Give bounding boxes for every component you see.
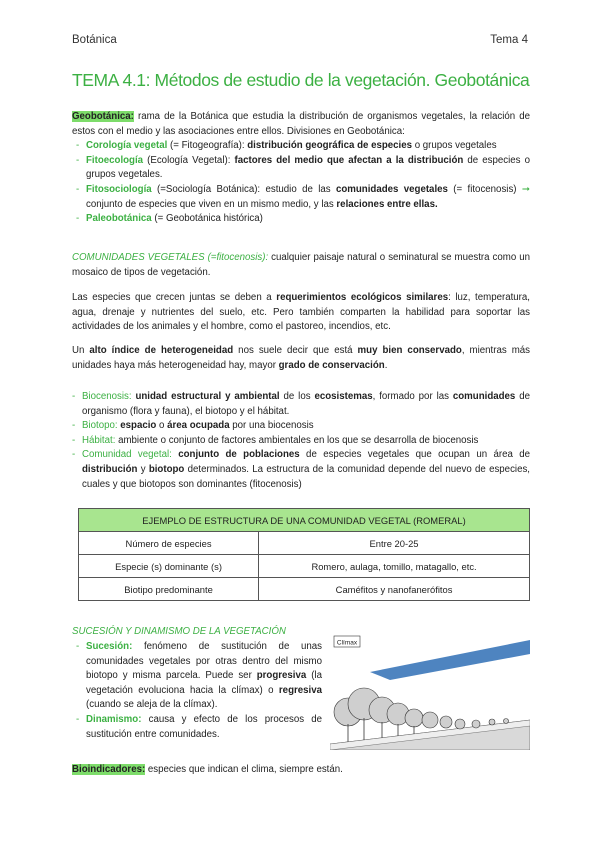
list-item: - Paleobotánica (= Geobotánica histórica) <box>76 212 530 227</box>
sucesion-heading: SUCESIÓN Y DINAMISMO DE LA VEGETACIÓN <box>72 626 286 637</box>
sucesion-list <box>76 640 322 742</box>
bioindicadores-paragraph: Bioindicadores: especies que indican el clima, siempre están. <box>72 764 343 775</box>
header-subject: Botánica <box>72 34 117 46</box>
geobotanica-divisions-list <box>76 139 530 227</box>
list-item: - Biotopo: espacio o área ocupada por una biocenosis <box>72 419 530 434</box>
table-title: EJEMPLO DE ESTRUCTURA DE UNA COMUNIDAD VEGETAL (ROMERAL) <box>79 509 530 532</box>
figure-label: Clímax <box>336 639 358 647</box>
bioindicadores-term: Bioindicadores: <box>72 764 146 775</box>
table-row: Número de especies Entre 20-25 <box>79 532 530 555</box>
sucesion-section <box>72 640 322 742</box>
geobotanica-paragraph: Geobotánica: rama de la Botánica que estudia la distribución de organismos vegetales, la relación de estos con el medio y las asociaciones entre ellos. Divisiones en Geobotánica: <box>72 111 530 137</box>
list-item: - Fitoecología (Ecología Vegetal): factores del medio que afectan a la distribución de especies o grupos vegetales. <box>76 154 530 183</box>
list-item: - Dinamismo: causa y efecto de los procesos de sustitución entre comunidades. <box>76 713 322 742</box>
arrow-icon: ➞ <box>521 183 530 195</box>
page-title: TEMA 4.1: Métodos de estudio de la vegetación. Geobotánica <box>72 70 530 90</box>
table-row: Biotipo predominante Caméfitos y nanofanerófitos <box>79 578 530 601</box>
requerimientos-paragraph: Las especies que crecen juntas se deben a requerimientos ecológicos similares: luz, temperatura, agua, drenaje y nutrientes del suelo, etc. Pero también comparten la habilidad para soportar las actividades de los animales y el hombre, como el pastoreo, incendios, etc. <box>72 292 530 333</box>
header-topic: Tema 4 <box>490 34 528 46</box>
list-item: - Comunidad vegetal: conjunto de poblaciones de especies vegetales que ocupan un área de distribución y biotopo determinados. La estructura de la comunidad depende del nuevo de especies, cuales y que biotopos son dominantes (fitocenosis) <box>72 448 530 492</box>
definitions-list <box>72 390 530 492</box>
succession-illustration <box>330 632 530 750</box>
romeral-table <box>78 508 530 601</box>
list-item: - Hábitat: ambiente o conjunto de factores ambientales en los que se desarrolla de biocenosis <box>72 434 530 449</box>
list-item: - Corología vegetal (= Fitogeografía): distribución geográfica de especies o grupos vegetales <box>76 139 530 154</box>
definitions-section <box>72 390 530 492</box>
geobotanica-section <box>72 110 530 227</box>
list-item: - Sucesión: fenómeno de sustitución de unas comunidades vegetales por otras dentro del mismo biotopo y misma parcela. Puede ser progresiva (la vegetación evoluciona hacia la clímax) o regresiva (cuando se aleja de la clímax). <box>76 640 322 713</box>
table-row: Especie (s) dominante (s) Romero, aulaga, tomillo, matagallo, etc. <box>79 555 530 578</box>
geobotanica-term: Geobotánica: <box>72 111 134 122</box>
list-item: - Biocenosis: unidad estructural y ambiental de los ecosistemas, formado por las comunidades de organismo (flora y fauna), el biotopo y el hábitat. <box>72 390 530 419</box>
comunidades-term: COMUNIDADES VEGETALES (=fitocenosis): <box>72 252 269 263</box>
list-item: - Fitosociología (=Sociología Botánica): estudio de las comunidades vegetales (= fitocenosis) ➞ conjunto de especies que viven en un mismo medio, y las relaciones entre ellas. <box>76 183 530 212</box>
comunidades-paragraph: COMUNIDADES VEGETALES (=fitocenosis): cualquier paisaje natural o seminatural se muestra como un mosaico de tipos de vegetación. <box>72 252 530 278</box>
heterogeneidad-paragraph: Un alto índice de heterogeneidad nos suele decir que está muy bien conservado, mientras más unidades haya más heterogeneidad hay, mayor grado de conservación. <box>72 345 530 371</box>
